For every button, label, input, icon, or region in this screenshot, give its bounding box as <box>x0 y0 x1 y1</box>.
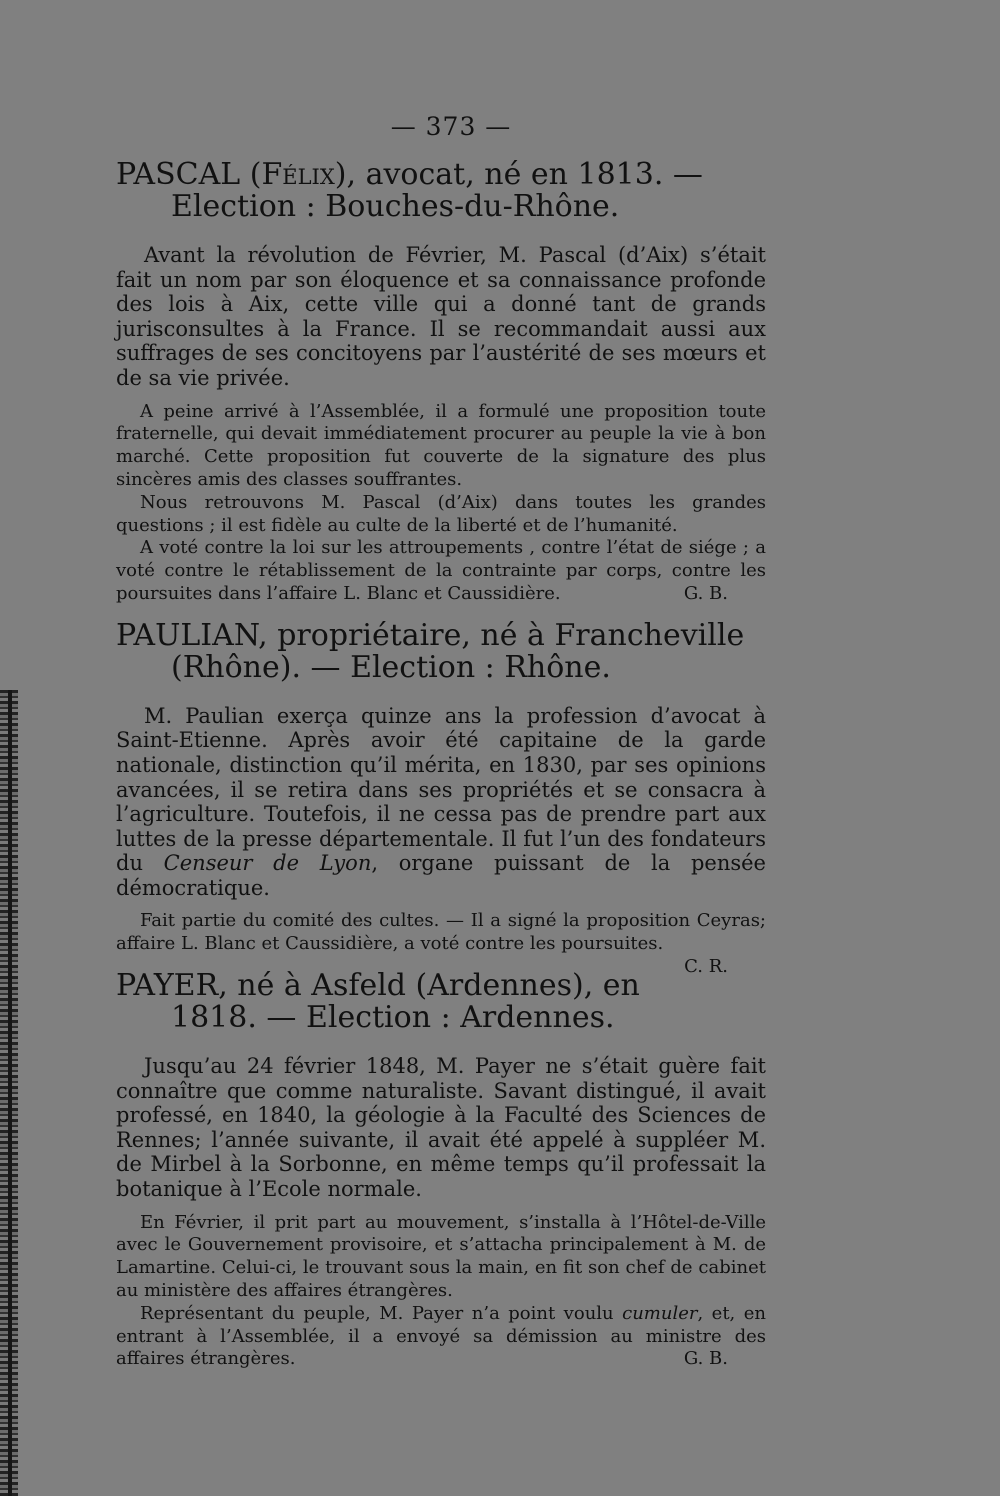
entry-name: PASCAL <box>116 157 241 192</box>
entry-paragraph: Jusqu’au 24 février 1848, M. Payer ne s’était guère fait connaître que comme naturaliste. Savant distingué, il avait professé, en 1840, la géologie à la Faculté des Sciences de Rennes; l’année suivante, il avait été appelé à suppléer M. de Mirbel à la Sorbonne, en même temps qu’il professait la botanique à l’Ecole normale. <box>116 1054 766 1202</box>
entry-heading-pascal <box>116 159 766 223</box>
entry-note-text: A voté contre la loi sur les attroupements , contre l’état de siége ; a voté contre le rétablissement de la contrainte par corps, contre les poursuites dans l’affaire L. Blanc et Caussidière. <box>116 537 766 604</box>
entry-paragraph <box>116 704 766 901</box>
entry-note-with-signature <box>116 1303 766 1371</box>
paragraph-text: M. Paulian exerça quinze ans la profession d’avocat à Saint-Etienne. Après avoir été capitaine de la garde nationale, distinction qu’il mérita, en 1830, par ses opinions avancées, il se retira dans ses propriétés et se consacra à l’agriculture. Toutefois, il ne cessa pas de prendre part aux luttes de la presse départementale. Il fut l’un des fondateurs du <box>116 703 766 876</box>
entry-note: En Février, il prit part au mouvement, s’installa à l’Hôtel-de-Ville avec le Gouvernement provisoire, et s’attacha principalement à M. de Lamartine. Celui-ci, le trouvant sous la main, en fit son chef de cabinet au ministère des affaires étrangères. <box>116 1211 766 1302</box>
entry-note-text: , et, en entrant à l’Assemblée, il a envoyé sa démission au ministre des affaires étrangères. <box>116 1302 766 1370</box>
entry-note-with-signature <box>116 537 766 605</box>
binding-edge <box>0 690 18 1496</box>
entry-name: PAYER <box>116 968 219 1004</box>
entry-first-name: (Félix) <box>249 157 347 192</box>
author-signature: G. B. <box>683 1348 728 1370</box>
entry-paragraph: Avant la révolution de Février, M. Pascal (d’Aix) s’était fait un nom par son éloquence et sa connaissance profonde des lois à Aix, cette ville qui a donné tant de grands jurisconsultes à la France. Il se recommandait aussi aux suffrages de ses concitoyens par l’austérité de ses mœurs et de sa vie privée. <box>116 243 766 390</box>
entry-heading-rest: , avocat, né en 1813. — Election : Bouches-du-Rhône. <box>171 157 703 224</box>
entry-note-with-signature <box>116 910 766 978</box>
entry-heading-paulian <box>116 617 766 685</box>
page-number: — 373 — <box>390 112 512 141</box>
entry-heading-payer <box>116 970 766 1034</box>
author-signature: G. B. <box>683 582 728 604</box>
emphasized-word: cumuler <box>622 1302 698 1324</box>
entry-note: A peine arrivé à l’Assemblée, il a formulé une proposition toute fraternelle, qui devait immédiatement procurer au peuple la vie à bon marché. Cette proposition fut couverte de la signature des plus sincères amis des classes souffrantes. <box>116 400 766 490</box>
paragraph-text: , organe puissant de la pensée démocratique. <box>116 851 766 900</box>
entry-note: Nous retrouvons M. Pascal (d’Aix) dans toutes les grandes questions ; il est fidèle au culte de la liberté et de l’humanité. <box>116 491 766 536</box>
entry-heading-rest: , propriétaire, né à Francheville (Rhône). — Election : Rhône. <box>171 617 745 685</box>
entry-name: PAULIAN <box>116 617 259 653</box>
document-page <box>116 112 766 1371</box>
entry-note-text: Représentant du peuple, M. Payer n’a point voulu <box>140 1302 623 1324</box>
author-signature: C. R. <box>684 956 728 978</box>
entry-note-text: Fait partie du comité des cultes. — Il a signé la proposition Ceyras; affaire L. Blanc et Caussidière, a voté contre les poursuites. <box>116 910 766 955</box>
newspaper-title: Censeur de Lyon <box>163 851 372 876</box>
entry-heading-rest: , né à Asfeld (Ardennes), en 1818. — Election : Ardennes. <box>171 968 640 1036</box>
